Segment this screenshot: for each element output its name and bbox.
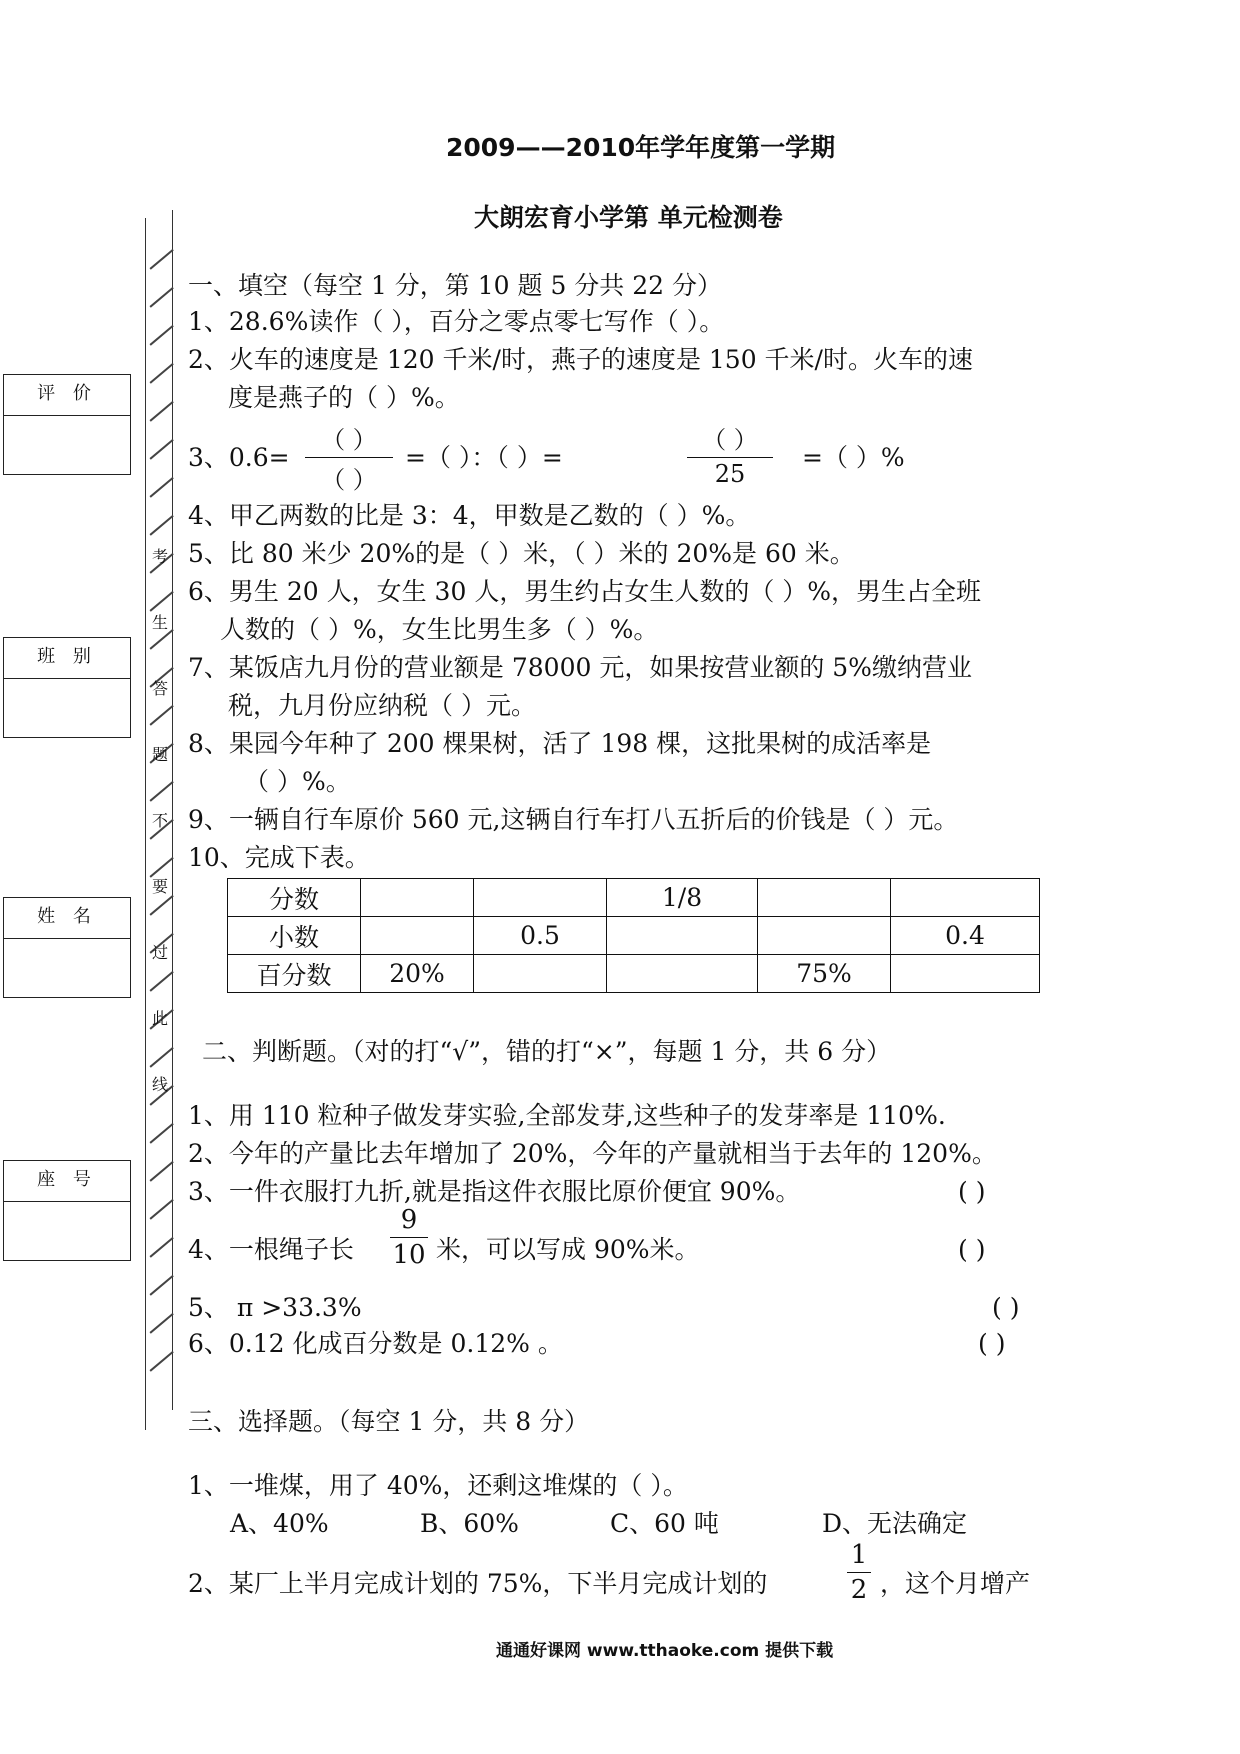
table-cell[interactable] — [361, 917, 474, 955]
name-field[interactable] — [4, 939, 130, 997]
table-cell: 分数 — [228, 879, 361, 917]
s2-q4-fraction — [390, 1205, 428, 1270]
s1-question-4: 4、甲乙两数的比是 3：4，甲数是乙数的（ ）%。 — [188, 501, 751, 530]
binding-hatch-mark — [150, 1047, 174, 1067]
s1-question-10: 10、完成下表。 — [188, 843, 370, 872]
s2-answer-bracket-6[interactable]: ( ) — [978, 1329, 1006, 1358]
s1-question-6-cont: 人数的（ ）%，女生比男生多（ ）%。 — [220, 615, 659, 644]
table-row — [228, 917, 1040, 955]
s2-question-6: 6、0.12 化成百分数是 0.12% 。 — [188, 1329, 563, 1358]
s1-question-1: 1、28.6%读作（ ），百分之零点零七写作（ ）。 — [188, 307, 725, 336]
binding-line-right — [172, 210, 173, 1410]
binding-text: 考 — [152, 547, 169, 566]
s1-q3-fraction-1 — [305, 420, 393, 495]
binding-hatch-mark — [150, 1199, 174, 1219]
binding-hatch-mark — [150, 325, 174, 345]
seat-box — [3, 1160, 131, 1261]
page-subtitle: 大朗宏育小学第 单元检测卷 — [474, 203, 783, 232]
binding-hatch-mark — [150, 401, 174, 421]
seat-field[interactable] — [4, 1202, 130, 1260]
table-cell: 20% — [361, 955, 474, 993]
binding-text: 不 — [152, 811, 169, 830]
table-cell: 小数 — [228, 917, 361, 955]
table-row — [228, 955, 1040, 993]
s1-question-8: 8、果园今年种了 200 棵果树，活了 198 棵，这批果树的成活率是 — [188, 729, 932, 758]
binding-hatch-mark — [150, 477, 174, 497]
binding-text: 线 — [152, 1075, 169, 1094]
binding-text: 此 — [152, 1009, 169, 1028]
page-footer: 通通好课网 www.tthaoke.com 提供下载 — [496, 1641, 834, 1661]
s1-question-7: 7、某饭店九月份的营业额是 78000 元，如果按营业额的 5%缴纳营业 — [188, 653, 972, 682]
table-cell[interactable] — [361, 879, 474, 917]
evaluation-field[interactable] — [4, 416, 130, 474]
s3-option-b[interactable]: B、60% — [420, 1509, 519, 1538]
s3-question-2-prefix: 2、某厂上半月完成计划的 75%，下半月完成计划的 — [188, 1569, 768, 1598]
table-cell[interactable] — [607, 917, 758, 955]
s1-question-2: 2、火车的速度是 120 千米/时，燕子的速度是 150 千米/时。火车的速 — [188, 345, 973, 374]
class-field[interactable] — [4, 679, 130, 737]
binding-hatch-mark — [150, 439, 174, 459]
table-cell: 1/8 — [607, 879, 758, 917]
s1-question-5: 5、比 80 米少 20%的是（ ）米，（ ）米的 20%是 60 米。 — [188, 539, 855, 568]
fraction-denominator: 25 — [714, 460, 746, 488]
s3-option-d[interactable]: D、无法确定 — [822, 1509, 968, 1538]
table-cell: 0.4 — [891, 917, 1040, 955]
s1-question-9: 9、一辆自行车原价 560 元,这辆自行车打八五折后的价钱是（ ）元。 — [188, 805, 959, 834]
table-cell[interactable] — [891, 955, 1040, 993]
binding-hatch-mark — [150, 705, 174, 725]
fraction-bar — [390, 1237, 428, 1238]
s3-option-c[interactable]: C、60 吨 — [610, 1509, 719, 1538]
binding-hatch-mark — [150, 781, 174, 801]
table-cell[interactable] — [474, 955, 607, 993]
binding-hatch-mark — [150, 1237, 174, 1257]
evaluation-label: 评 价 — [4, 375, 130, 416]
s1-question-3-mid: =（ ）：（ ）= — [405, 443, 563, 472]
fraction-bar — [847, 1572, 871, 1573]
fraction-numerator: （ ） — [321, 426, 377, 454]
binding-text: 要 — [152, 877, 169, 896]
binding-text: 答 — [152, 679, 169, 698]
evaluation-box — [3, 374, 131, 475]
binding-hatch-mark — [150, 287, 174, 307]
s2-question-3: 3、一件衣服打九折,就是指这件衣服比原价便宜 90%。 — [188, 1177, 801, 1206]
page-title: 2009——2010年学年度第一学期 — [446, 133, 836, 162]
section-2-title: 二、判断题。（对的打“√”，错的打“×”，每题 1 分，共 6 分） — [202, 1037, 892, 1066]
binding-hatch-mark — [150, 515, 174, 535]
s1-question-6: 6、男生 20 人，女生 30 人，男生约占女生人数的（ ）%，男生占全班 — [188, 577, 982, 606]
table-row — [228, 879, 1040, 917]
table-cell: 百分数 — [228, 955, 361, 993]
binding-hatch-mark — [150, 1123, 174, 1143]
section-1-title: 一、填空（每空 1 分，第 10 题 5 分共 22 分） — [188, 271, 723, 300]
s2-question-2: 2、今年的产量比去年增加了 20%，今年的产量就相当于去年的 120%。 — [188, 1139, 997, 1168]
fraction-denominator: 10 — [392, 1240, 426, 1270]
binding-hatch-mark — [150, 1313, 174, 1333]
binding-hatch-mark — [150, 1351, 174, 1371]
s2-question-4-suffix: 米，可以写成 90%米。 — [436, 1235, 700, 1264]
fraction-bar — [687, 457, 773, 458]
fraction-bar — [305, 457, 393, 458]
class-box — [3, 637, 131, 738]
table-cell[interactable] — [474, 879, 607, 917]
s3-question-1: 1、一堆煤，用了 40%，还剩这堆煤的（ ）。 — [188, 1471, 688, 1500]
binding-hatch-mark — [150, 591, 174, 611]
table-cell[interactable] — [758, 917, 891, 955]
conversion-table — [227, 878, 1040, 993]
s3-q2-fraction — [847, 1540, 871, 1605]
table-cell[interactable] — [758, 879, 891, 917]
s2-answer-bracket-3[interactable]: ( ) — [958, 1177, 986, 1206]
class-label: 班 别 — [4, 638, 130, 679]
table-cell: 0.5 — [474, 917, 607, 955]
binding-hatch-mark — [150, 363, 174, 383]
s3-question-2-suffix: ，这个月增产 — [880, 1569, 1031, 1598]
fraction-numerator: （ ） — [702, 426, 758, 454]
table-cell[interactable] — [891, 879, 1040, 917]
s3-option-a[interactable]: A、40% — [230, 1509, 329, 1538]
binding-text: 过 — [152, 943, 169, 962]
binding-text: 题 — [152, 745, 169, 764]
binding-hatch-mark — [150, 971, 174, 991]
section-3-title: 三、选择题。（每空 1 分，共 8 分） — [188, 1407, 590, 1436]
fraction-denominator: （ ） — [321, 466, 377, 494]
binding-text: 生 — [152, 613, 169, 632]
s1-q3-fraction-2 — [687, 420, 773, 488]
s1-question-3-prefix: 3、0.6= — [188, 443, 290, 472]
s1-question-8-cont: （ ）%。 — [244, 767, 351, 796]
s1-question-7-cont: 税，九月份应纳税（ ）元。 — [228, 691, 536, 720]
fraction-numerator: 1 — [850, 1540, 868, 1570]
s1-question-2-cont: 度是燕子的（ ）%。 — [228, 383, 460, 412]
binding-hatch-mark — [150, 1275, 174, 1295]
seat-label: 座 号 — [4, 1161, 130, 1202]
binding-hatch-mark — [150, 1161, 174, 1181]
s2-question-1: 1、用 110 粒种子做发芽实验,全部发芽,这些种子的发芽率是 110%. — [188, 1101, 946, 1130]
table-cell: 75% — [758, 955, 891, 993]
s2-answer-bracket-5[interactable]: ( ) — [992, 1293, 1020, 1322]
binding-hatch-mark — [150, 249, 174, 269]
binding-hatch-mark — [150, 895, 174, 915]
binding-line-left — [145, 218, 146, 1430]
fraction-numerator: 9 — [400, 1205, 418, 1235]
name-box — [3, 897, 131, 998]
s2-question-4-prefix: 4、一根绳子长 — [188, 1235, 354, 1264]
s2-answer-bracket-4[interactable]: ( ) — [958, 1235, 986, 1264]
s1-question-3-end: =（ ）% — [802, 443, 905, 472]
s2-question-5: 5、 π >33.3% — [188, 1293, 362, 1322]
fraction-denominator: 2 — [850, 1575, 868, 1605]
name-label: 姓 名 — [4, 898, 130, 939]
table-cell[interactable] — [607, 955, 758, 993]
